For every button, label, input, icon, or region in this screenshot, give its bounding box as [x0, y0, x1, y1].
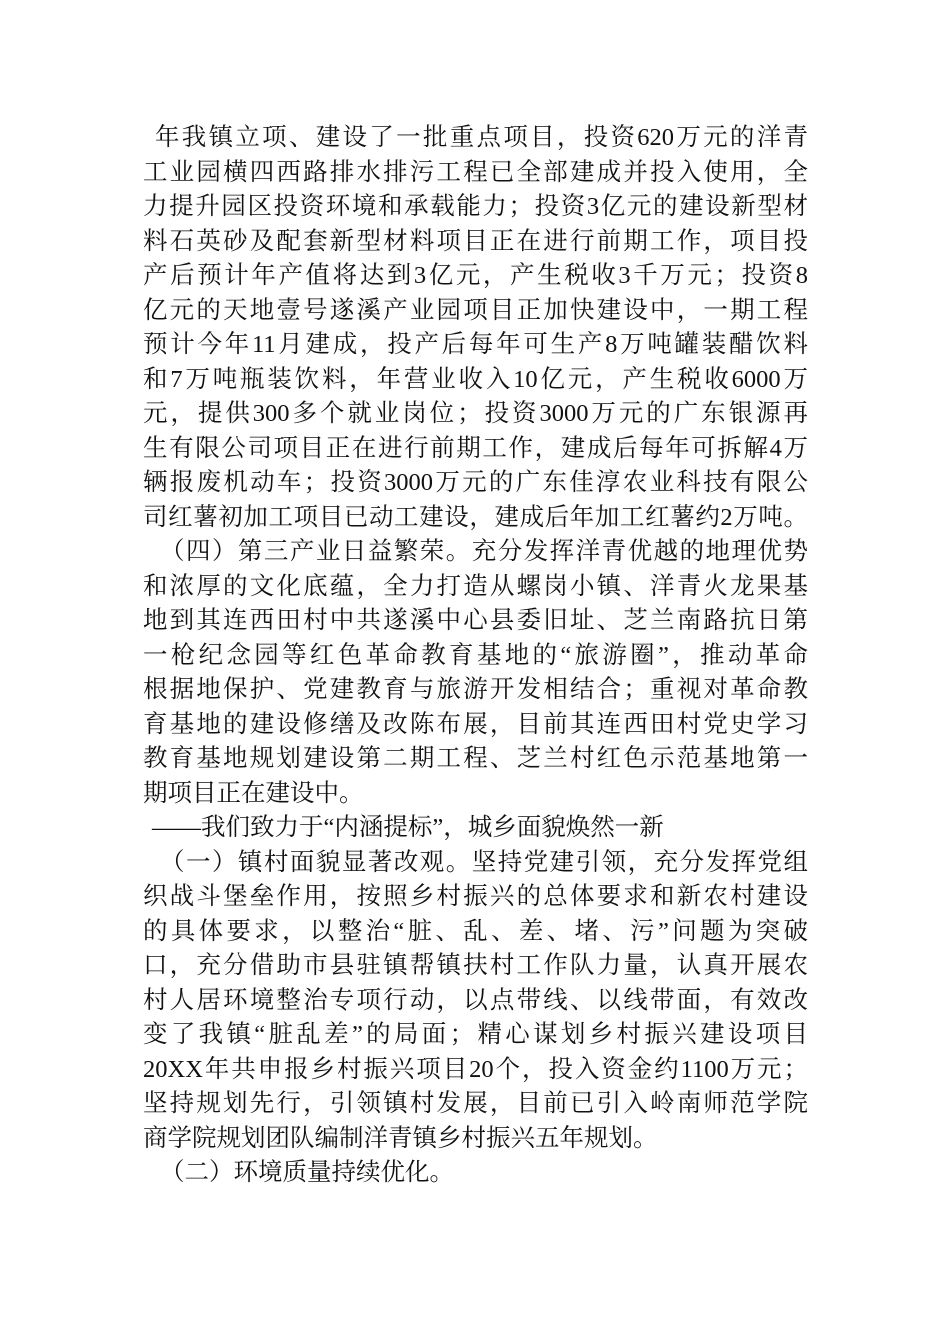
text-line: 力提升园区投资环境和承载能力；投资3亿元的建设新型材	[143, 193, 808, 220]
text-line: 变了我镇“脏乱差”的局面；精心谋划乡村振兴建设项目	[143, 1021, 808, 1048]
text-line: 期项目正在建设中。	[143, 779, 364, 807]
text-line: （二）环境质量持续优化。	[160, 1159, 454, 1186]
text-line: 村人居环境整治专项行动，以点带线、以线带面，有效改	[143, 986, 808, 1014]
text-line: 产后预计年产值将达到3亿元，产生税收3千万元；投资8	[143, 262, 808, 289]
text-line: 的具体要求，以整治“脏、乱、差、堵、污”问题为突破	[143, 917, 808, 945]
text-line: 地到其连西田村中共遂溪中心县委旧址、芝兰南路抗日第	[143, 607, 808, 634]
text-line: 坚持规划先行，引领镇村发展，目前已引入岭南师范学院	[143, 1090, 808, 1117]
text-line: 工业园横四西路排水排污工程已全部建成并投入使用，全	[143, 158, 808, 186]
text-line: 料石英砂及配套新型材料项目正在进行前期工作，项目投	[143, 227, 808, 255]
heading-line: ——我们致力于“内涵提标”，城乡面貌焕然一新	[152, 814, 664, 841]
text-line: 辆报废机动车；投资3000万元的广东佳淳农业科技有限公	[143, 469, 808, 496]
text-line: 一枪纪念园等红色革命教育基地的“旅游圈”，推动革命	[143, 641, 808, 669]
text-line: 生有限公司项目正在进行前期工作，建成后每年可拆解4万	[143, 434, 808, 462]
text-line: 根据地保护、党建教育与旅游开发相结合；重视对革命教	[143, 676, 808, 703]
document-page	[143, 121, 808, 1191]
text-line: 年我镇立项、建设了一批重点项目，投资620万元的洋青	[155, 124, 808, 151]
paragraph-key-projects	[143, 121, 808, 535]
paragraph-tertiary-industry	[143, 535, 808, 811]
text-line: 织战斗堡垒作用，按照乡村振兴的总体要求和新农村建设	[143, 883, 808, 910]
section-heading	[143, 811, 808, 846]
text-line: 司红薯初加工项目已动工建设，建成后年加工红薯约2万吨。	[143, 503, 808, 531]
text-line: 口，充分借助市县驻镇帮镇扶村工作队力量，认真开展农	[143, 952, 808, 979]
paragraph-environment	[143, 1156, 808, 1191]
paragraph-village-appearance	[143, 846, 808, 1157]
text-line: 20XX年共申报乡村振兴项目20个，投入资金约1100万元；	[143, 1055, 808, 1083]
text-line: 预计今年11月建成，投产后每年可生产8万吨罐装醋饮料	[143, 331, 808, 358]
text-line: （一）镇村面貌显著改观。坚持党建引领，充分发挥党组	[160, 848, 808, 876]
text-line: 育基地的建设修缮及改陈布展，目前其连西田村党史学习	[143, 710, 808, 738]
text-line: 和浓厚的文化底蕴，全力打造从螺岗小镇、洋青火龙果基	[143, 572, 808, 600]
text-line: （四）第三产业日益繁荣。充分发挥洋青优越的地理优势	[160, 538, 808, 565]
text-line: 商学院规划团队编制洋青镇乡村振兴五年规划。	[143, 1124, 658, 1152]
text-line: 元，提供300多个就业岗位；投资3000万元的广东银源再	[143, 400, 808, 427]
text-line: 和7万吨瓶装饮料，年营业收入10亿元，产生税收6000万	[143, 365, 808, 393]
text-line: 亿元的天地壹号遂溪产业园项目正加快建设中，一期工程	[143, 296, 808, 324]
text-line: 教育基地规划建设第二期工程、芝兰村红色示范基地第一	[143, 745, 808, 772]
